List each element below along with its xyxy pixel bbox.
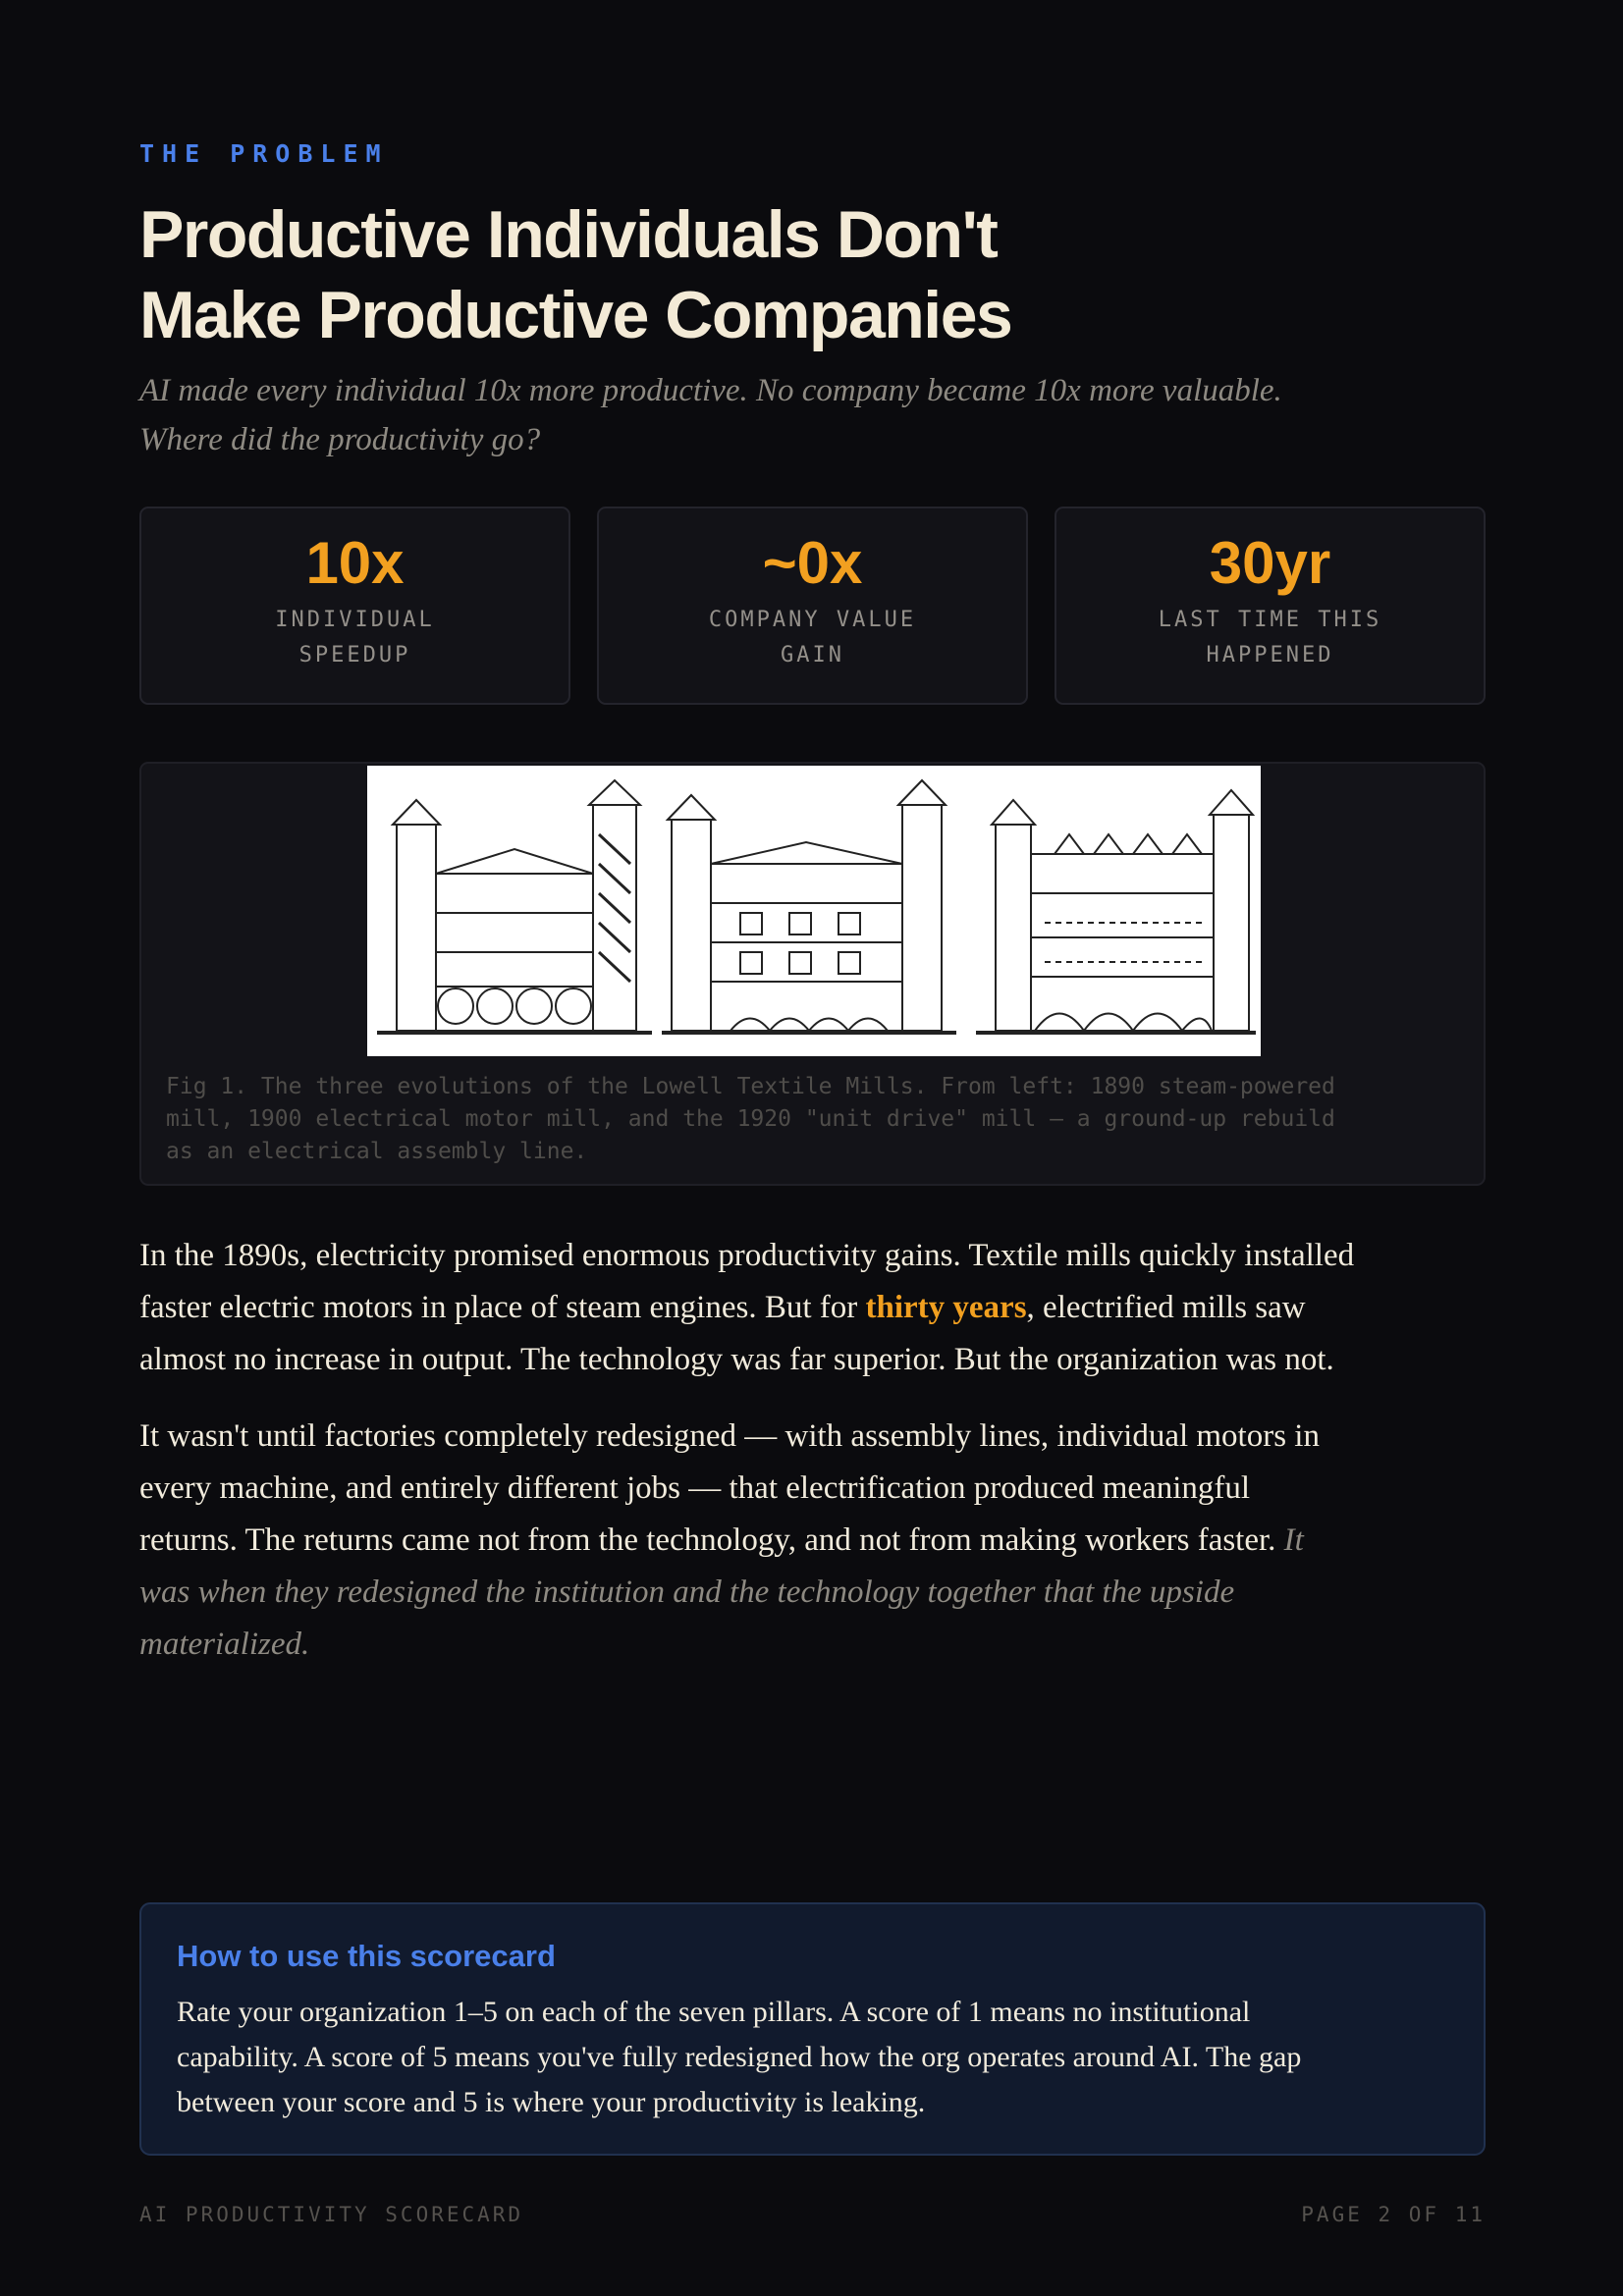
stat-label: INDIVIDUAL SPEEDUP (275, 608, 435, 667)
caption-line-1: Fig 1. The three evolutions of the Lowell Textile Mills. From left: 1890 steam-powered (166, 1074, 1335, 1099)
page-title (139, 194, 1485, 355)
p2-line-3-start: returns. The returns came not from the technology, and not from making workers faster. (139, 1522, 1284, 1558)
footer-page-number: PAGE 2 OF 11 (1301, 2203, 1486, 2226)
highlight-thirty-years: thirty years (865, 1290, 1027, 1325)
electric-motor-mill-drawing (662, 780, 956, 1033)
stat-value: 10x (305, 530, 405, 596)
stat-value: ~0x (762, 530, 863, 596)
stats-row (139, 507, 1486, 705)
p1-line-2-end: , electrified mills saw (1026, 1290, 1306, 1325)
callout-line-3: between your score and 5 is where your productivity is leaking. (177, 2086, 926, 2118)
callout-line-2: capability. A score of 5 means you've fully redesigned how the org operates around AI. The gap (177, 2041, 1302, 2073)
caption-line-2: mill, 1900 electrical motor mill, and the 1920 "unit drive" mill — a ground-up rebuild (166, 1106, 1335, 1132)
callout-text (177, 1990, 1453, 2125)
p2-line-5: materialized. (139, 1627, 310, 1662)
section-eyebrow: THE PROBLEM (139, 139, 389, 168)
page-title-line-2: Make Productive Companies (139, 278, 1012, 352)
scorecard-howto-callout (139, 1902, 1486, 2156)
p2-line-3 (139, 1515, 1504, 1567)
unit-drive-mill-drawing (976, 790, 1256, 1033)
p1-line-1: In the 1890s, electricity promised enormous productivity gains. Textile mills quickly installed (139, 1238, 1355, 1273)
mill-illustration (367, 766, 1261, 1056)
figure-lowell-mills (139, 762, 1486, 1186)
body-text (139, 1230, 1504, 1671)
paragraph-factory-redesign (139, 1411, 1504, 1671)
subtitle-line-1: AI made every individual 10x more productive. No company became 10x more valuable. (139, 373, 1282, 408)
subtitle-line-2: Where did the productivity go? (139, 422, 541, 457)
p2-line-1: It wasn't until factories completely redesigned — with assembly lines, individual motors in (139, 1418, 1320, 1454)
figure-caption (166, 1071, 1472, 1168)
p2-line-4: was when they redesigned the institution and the technology together that the upside (139, 1575, 1235, 1610)
stat-card-individual-speedup (139, 507, 570, 705)
page-subtitle (139, 366, 1514, 464)
callout-line-1: Rate your organization 1–5 on each of the seven pillars. A score of 1 means no institutional (177, 1996, 1251, 2028)
stat-label: COMPANY VALUE GAIN (708, 608, 917, 667)
p1-line-3: almost no increase in output. The technology was far superior. But the organization was not. (139, 1342, 1334, 1377)
footer-doc-title: AI PRODUCTIVITY SCORECARD (139, 2203, 524, 2226)
paragraph-electricity-history (139, 1230, 1504, 1386)
stat-card-last-time (1055, 507, 1486, 705)
steam-mill-drawing (377, 780, 652, 1033)
callout-title: How to use this scorecard (177, 1939, 556, 1973)
page-title-line-1: Productive Individuals Don't (139, 197, 998, 272)
stat-value: 30yr (1209, 530, 1331, 596)
stat-label: LAST TIME THIS HAPPENED (1158, 608, 1382, 667)
p1-line-2 (139, 1282, 1504, 1334)
p2-italic-start: It (1283, 1522, 1304, 1558)
p1-line-2-start: faster electric motors in place of steam engines. But for (139, 1290, 866, 1325)
p2-line-2: every machine, and entirely different jobs — that electrification produced meaningful (139, 1470, 1251, 1506)
stat-card-company-value-gain (597, 507, 1028, 705)
caption-line-3: as an electrical assembly line. (166, 1139, 588, 1164)
